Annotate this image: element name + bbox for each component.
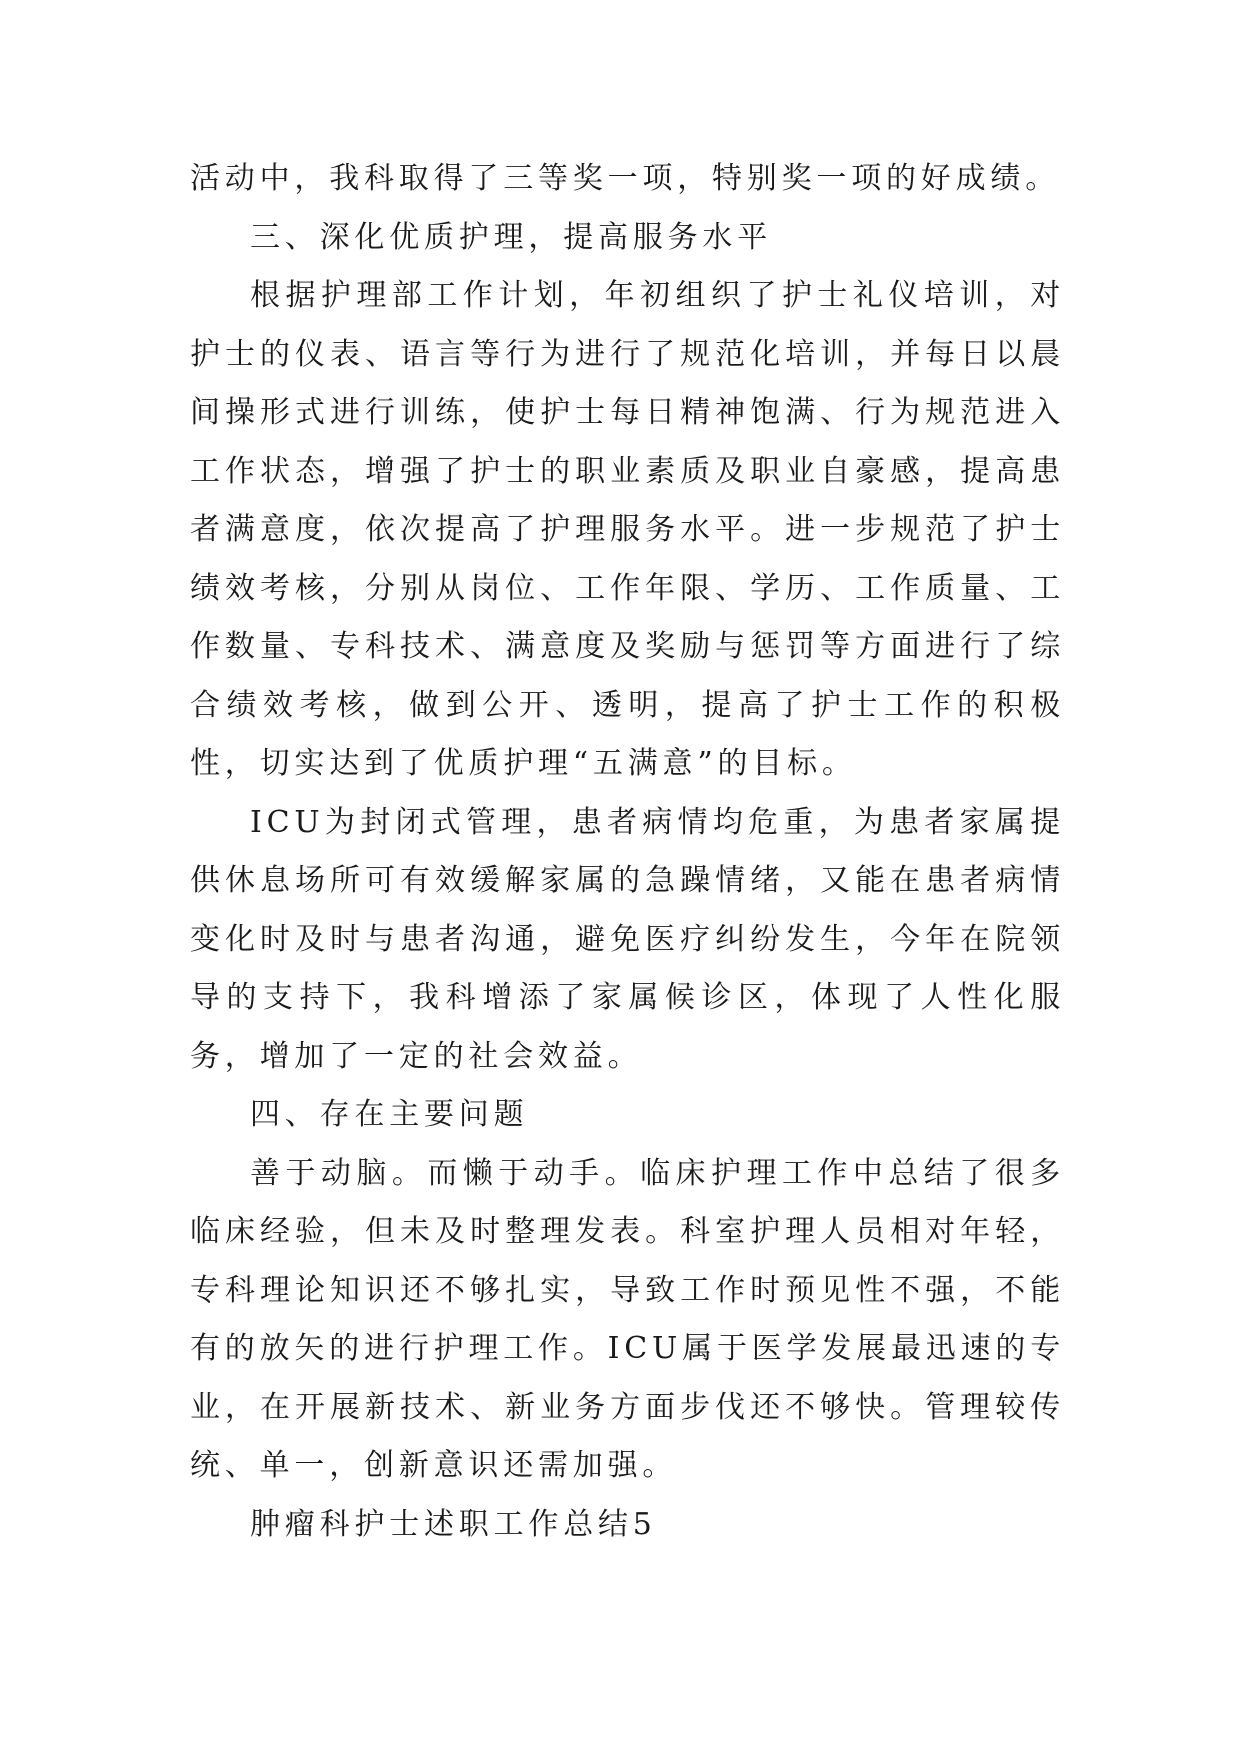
next-article-title: 肿瘤科护士述职工作总结5 (250, 1506, 657, 1542)
section-heading-3: 三、深化优质护理，提高服务水平 (250, 219, 772, 255)
paragraph-icu-family-area: ICU为封闭式管理，患者病情均危重，为患者家属提供休息场所可有效缓解家属的急躁情绪，又能在患者病情变化时及时与患者沟通，避免医疗纠纷发生，今年在院领导的支持下，我科增添了家属候诊区，体现了人性化服务，增加了一定的社会效益。 (190, 804, 1065, 1074)
paragraph-quality-nursing: 根据护理部工作计划，年初组织了护士礼仪培训，对护士的仪表、语言等行为进行了规范化培训，并每日以晨间操形式进行训练，使护士每日精神饱满、行为规范进入工作状态，增强了护士的职业素质及职业自豪感，提高患者满意度，依次提高了护理服务水平。进一步规范了护士绩效考核，分别从岗位、工作年限、学历、工作质量、工作数量、专科技术、满意度及奖励与惩罚等方面进行了综合绩效考核，做到公开、透明，提高了护士工作的积极性，切实达到了优质护理“五满意”的目标。 (190, 278, 1065, 781)
section-heading-4: 四、存在主要问题 (250, 1097, 529, 1132)
paragraph-problems: 善于动脑。而懒于动手。临床护理工作中总结了很多临床经验，但未及时整理发表。科室护理人员相对年轻，专科理论知识还不够扎实，导致工作时预见性不强，不能有的放矢的进行护理工作。ICU属于医学发展最迅速的专业，在开展新技术、新业务方面步伐还不够快。管理较传统、单一，创新意识还需加强。 (190, 1155, 1065, 1483)
document-page (190, 150, 1065, 1554)
paragraph-continuation: 活动中，我科取得了三等奖一项，特别奖一项的好成绩。 (190, 161, 1060, 196)
